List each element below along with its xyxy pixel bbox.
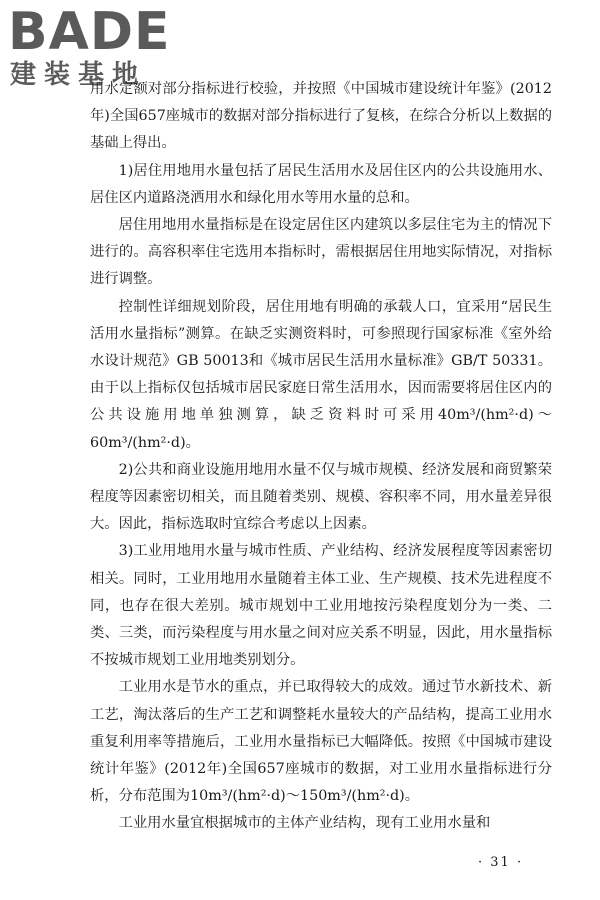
paragraph-residential-index: 居住用地用水量指标是在设定居住区内建筑以多层住宅为主的情况下进行的。高容积率住宅选用本指标时，需根据居住用地实际情况，对指标进行调整。 xyxy=(90,217,552,288)
paragraph-industrial-basis: 工业用水量宜根据城市的主体产业结构，现有工业用水量和 xyxy=(118,815,491,832)
paragraph-industrial-saving: 工业用水是节水的重点，并已取得较大的成效。通过节水新技术、新工艺，淘汰落后的生产工艺和调整耗水量较大的产品结构，提高工业用水重复利用率等措施后，工业用水量指标已大幅降低。按照《中国城市建设统计年鉴》(2012年)全国657座城市的数据，对工业用水量指标进行分析，分布范围为10m³/(hm²·d)～150m³/(hm²·d)。 xyxy=(90,679,552,805)
paragraph-residential-water: 1)居住用地用水量包括了居民生活用水及居住区内的公共设施用水、居住区内道路浇洒用水和绿化用水等用水量的总和。 xyxy=(90,162,552,206)
paragraph-detailed-planning: 控制性详细规划阶段，居住用地有明确的承载人口，宜采用“居民生活用水量指标”测算。在缺乏实测资料时，可参照现行国家标准《室外给水设计规范》GB 50013和《城市居民生活用水量标准》GB/T 50331。由于以上指标仅包括城市居民家庭日常生活用水，因而需要将居住区内的公共设施用地单独测算，缺乏资料时可采用40m³/(hm²·d)～60m³/(hm²·d)。 xyxy=(90,298,552,451)
page-number: · 31 · xyxy=(478,855,524,870)
logo-brand-text: BADE xyxy=(8,2,171,62)
paragraph-public-commercial: 2)公共和商业设施用地用水量不仅与城市规模、经济发展和商贸繁荣程度等因素密切相关，而且随着类别、规模、容积率不同，用水量差异很大。因此，指标选取时宜综合考虑以上因素。 xyxy=(90,461,552,533)
paragraph-industrial-land: 3)工业用地用水量与城市性质、产业结构、经济发展程度等因素密切相关。同时，工业用地用水量随着主体工业、生产规模、技术先进程度不同，也存在很大差别。城市规划中工业用地按污染程度划分为一类、二类、三类，而污染程度与用水量之间对应关系不明显，因此，用水量指标不按城市规划工业用地类别划分。 xyxy=(90,543,552,669)
document-body xyxy=(90,76,552,838)
logo-subtitle-text: 建装基地 xyxy=(10,60,147,90)
paragraph-continuation: 用水定额对部分指标进行校验，并按照《中国城市建设统计年鉴》(2012年)全国657座城市的数据对部分指标进行了复核，在综合分析以上数据的基础上得出。 xyxy=(90,81,552,152)
